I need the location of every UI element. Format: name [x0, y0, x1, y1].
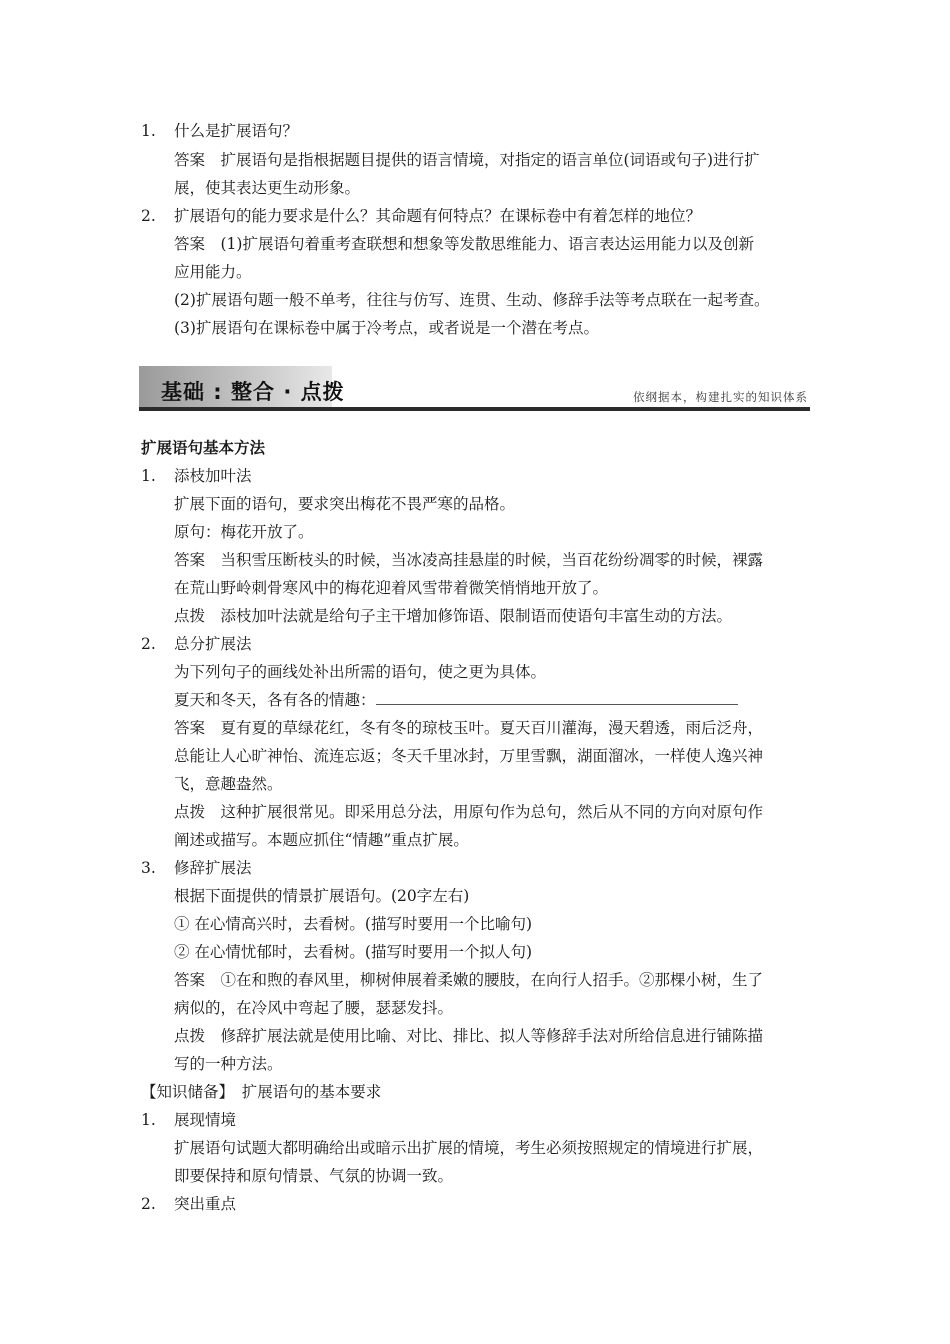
section-banner — [139, 366, 810, 410]
tip-text: 点拨 修辞扩展法就是使用比喻、对比、排比、拟人等修辞手法对所给信息进行铺陈描 — [174, 1027, 764, 1045]
item-number: 1. — [141, 1111, 156, 1129]
item-number: 1. — [141, 122, 156, 140]
tip-text: 阐述或描写。本题应抓住“情趣”重点扩展。 — [174, 831, 469, 849]
method-title: 修辞扩展法 — [174, 859, 252, 877]
answer-text: (2)扩展语句题一般不单考，往往与仿写、连贯、生动、修辞手法等考点联在一起考查。 — [174, 291, 770, 309]
original-sentence: 原句：梅花开放了。 — [174, 523, 314, 541]
prompt-text: 扩展下面的语句，要求突出梅花不畏严寒的品格。 — [174, 495, 516, 513]
sub-prompt: ① 在心情高兴时，去看树。(描写时要用一个比喻句) — [174, 915, 533, 933]
answer-text: 应用能力。 — [174, 263, 252, 281]
answer-text: 展，使其表达更生动形象。 — [174, 179, 361, 197]
question-text: 扩展语句的能力要求是什么？其命题有何特点？在课标卷中有着怎样的地位？ — [174, 207, 702, 225]
banner-rule — [139, 407, 810, 411]
banner-title: 基础 : 整合 · 点拨 — [161, 380, 345, 404]
answer-text: 答案 (1)扩展语句着重考查联想和想象等发散思维能力、语言表达运用能力以及创新 — [174, 235, 754, 253]
item-number: 2. — [141, 1195, 156, 1213]
question-text: 什么是扩展语句？ — [174, 122, 299, 140]
fill-in-sentence — [174, 690, 738, 710]
prompt-text: 为下列句子的画线处补出所需的语句，使之更为具体。 — [174, 663, 547, 681]
answer-text: 飞，意趣盎然。 — [174, 775, 283, 793]
requirement-text: 扩展语句试题大都明确给出或暗示出扩展的情境，考生必须按照规定的情境进行扩展， — [174, 1139, 764, 1157]
answer-text: 在荒山野岭刺骨寒风中的梅花迎着风雪带着微笑悄悄地开放了。 — [174, 579, 609, 597]
item-number: 2. — [141, 635, 156, 653]
sub-prompt: ② 在心情忧郁时，去看树。(描写时要用一个拟人句) — [174, 943, 533, 961]
answer-text: (3)扩展语句在课标卷中属于冷考点，或者说是一个潜在考点。 — [174, 319, 599, 337]
fill-in-blank-line — [376, 690, 738, 705]
answer-text: 总能让人心旷神怡、流连忘返；冬天千里冰封，万里雪飘，湖面溜冰，一样使人逸兴神 — [174, 747, 764, 765]
requirement-text: 即要保持和原句情景、气氛的协调一致。 — [174, 1167, 454, 1185]
knowledge-heading: 【知识储备】 扩展语句的基本要求 — [141, 1083, 382, 1101]
tip-text: 点拨 添枝加叶法就是给句子主干增加修饰语、限制语而使语句丰富生动的方法。 — [174, 607, 733, 625]
answer-text: 答案 ①在和煦的春风里，柳树伸展着柔嫩的腰肢，在向行人招手。②那棵小树，生了 — [174, 971, 764, 989]
requirement-title: 突出重点 — [174, 1195, 237, 1213]
item-number: 2. — [141, 207, 156, 225]
answer-text: 答案 当积雪压断枝头的时候，当冰凌高挂悬崖的时候，当百花纷纷凋零的时候，裸露 — [174, 551, 764, 569]
item-number: 3. — [141, 859, 156, 877]
section-heading: 扩展语句基本方法 — [141, 438, 266, 457]
fill-in-prefix: 夏天和冬天，各有各的情趣： — [174, 691, 376, 709]
item-number: 1. — [141, 467, 156, 485]
answer-text: 答案 夏有夏的草绿花红，冬有冬的琼枝玉叶。夏天百川灌海，漫天碧透，雨后泛舟， — [174, 719, 764, 737]
tip-text: 点拨 这种扩展很常见。即采用总分法，用原句作为总句，然后从不同的方向对原句作 — [174, 803, 764, 821]
method-title: 总分扩展法 — [174, 635, 252, 653]
prompt-text: 根据下面提供的情景扩展语句。(20字左右) — [174, 887, 470, 905]
requirement-title: 展现情境 — [174, 1111, 237, 1129]
answer-text: 答案 扩展语句是指根据题目提供的语言情境，对指定的语言单位(词语或句子)进行扩 — [174, 151, 760, 169]
method-title: 添枝加叶法 — [174, 467, 252, 485]
banner-subtitle: 依纲据本，构建扎实的知识体系 — [633, 390, 808, 404]
tip-text: 写的一种方法。 — [174, 1055, 283, 1073]
answer-text: 病似的，在冷风中弯起了腰，瑟瑟发抖。 — [174, 999, 454, 1017]
